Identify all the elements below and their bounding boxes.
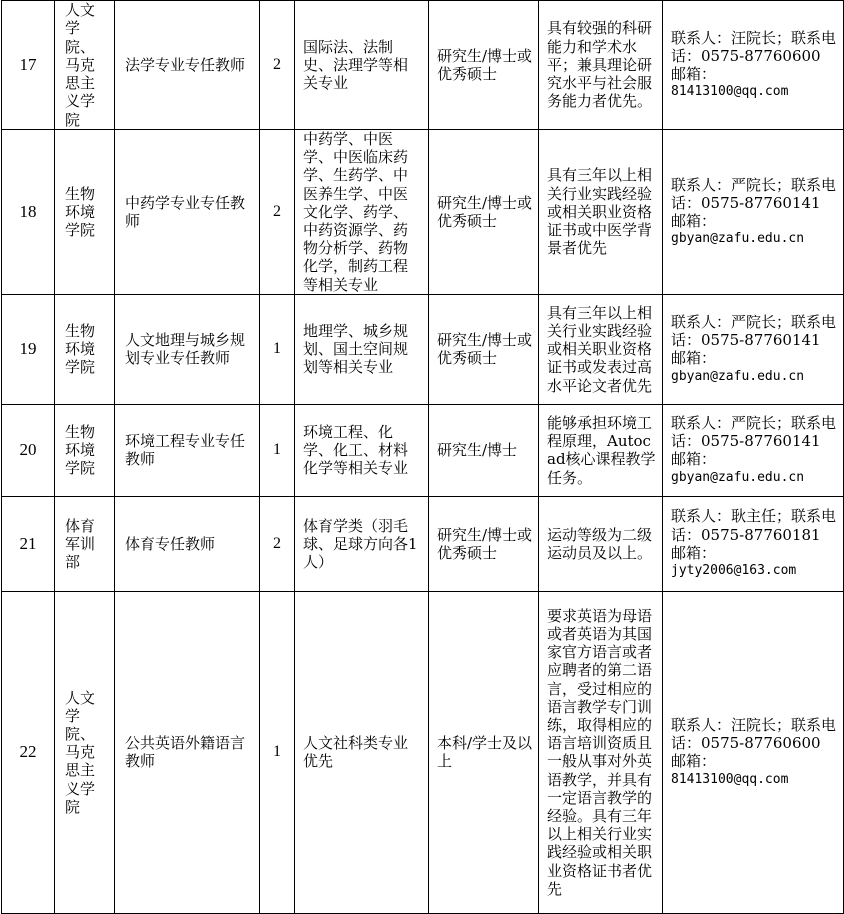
row-number — [2, 294, 55, 404]
row-number — [2, 130, 55, 295]
education-cell — [429, 496, 539, 591]
requirement-cell — [539, 496, 663, 591]
contact-cell — [663, 591, 844, 913]
post-cell-text: 法学专业专任教师 — [125, 55, 246, 74]
count-cell-text: 2 — [273, 202, 281, 220]
post-cell — [115, 496, 260, 591]
contact-email: gbyan@zafu.edu.cn — [671, 231, 805, 247]
post-cell-text: 中药学专业专任教师 — [125, 193, 246, 230]
education-cell — [429, 404, 539, 496]
college-cell — [55, 404, 115, 496]
major-cell-text: 地理学、城乡规划、国土空间规划等相关专业 — [303, 322, 409, 377]
major-cell — [295, 130, 429, 295]
college-cell-text: 人文学院、马克思主义学院 — [65, 688, 96, 816]
count-cell — [260, 496, 295, 591]
count-cell-text: 1 — [273, 340, 281, 358]
contact-cell — [663, 1, 844, 130]
table-row — [2, 496, 844, 591]
count-cell-text: 2 — [273, 55, 281, 73]
college-cell — [55, 1, 115, 130]
contact-text: 联系人：严院长；联系电话：0575-87760141 邮箱： — [671, 312, 837, 368]
college-cell-text: 体育军训部 — [65, 516, 96, 571]
contact-email: 81413100@qq.com — [671, 84, 789, 100]
major-cell — [295, 1, 429, 130]
row-number — [2, 404, 55, 496]
requirement-cell-text: 能够承担环境工程原理，Autocad核心课程教学任务。 — [547, 413, 656, 487]
count-cell — [260, 591, 295, 913]
recruitment-table — [1, 0, 844, 914]
contact-email: jyty2006@163.com — [671, 563, 797, 579]
requirement-cell — [539, 294, 663, 404]
major-cell-text: 体育学类（羽毛球、足球方向各1人） — [303, 516, 418, 571]
count-cell — [260, 404, 295, 496]
table-row — [2, 130, 844, 295]
count-cell-text: 2 — [273, 534, 281, 552]
contact-cell — [663, 294, 844, 404]
count-cell-text: 1 — [273, 743, 281, 761]
education-cell-text: 本科/学士及以上 — [437, 734, 533, 771]
education-cell-text: 研究生/博士 — [437, 441, 518, 460]
education-cell — [429, 1, 539, 130]
requirement-cell — [539, 591, 663, 913]
major-cell — [295, 591, 429, 913]
contact-text: 联系人：严院长；联系电话：0575-87760141 邮箱： — [671, 175, 837, 230]
row-number — [2, 591, 55, 913]
requirement-cell-text: 具有三年以上相关行业实践经验或相关职业资格证书或中医学背景者优先 — [547, 166, 653, 258]
contact-text: 联系人：耿主任；联系电话：0575-87760181 邮箱： — [671, 507, 837, 562]
education-cell-text: 研究生/博士或优秀硕士 — [437, 331, 533, 368]
major-cell-text: 国际法、法制史、法理学等相关专业 — [303, 37, 409, 93]
education-cell — [429, 130, 539, 295]
contact-email: 81413100@qq.com — [671, 771, 789, 787]
post-cell-text: 公共英语外籍语言教师 — [125, 734, 246, 771]
count-cell — [260, 130, 295, 295]
education-cell — [429, 294, 539, 404]
education-cell-text: 研究生/博士或优秀硕士 — [437, 193, 533, 230]
college-cell — [55, 294, 115, 404]
requirement-cell-text: 运动等级为二级运动员及以上。 — [547, 525, 653, 562]
college-cell-text: 生物环境学院 — [65, 423, 96, 478]
requirement-cell — [539, 404, 663, 496]
major-cell — [295, 496, 429, 591]
post-cell — [115, 591, 260, 913]
table-row — [2, 1, 844, 130]
education-cell-text: 研究生/博士或优秀硕士 — [437, 525, 533, 562]
contact-cell — [663, 130, 844, 295]
count-cell-text: 1 — [273, 441, 281, 459]
college-cell — [55, 130, 115, 295]
major-cell — [295, 294, 429, 404]
row-number-text: 17 — [19, 54, 37, 74]
requirement-cell-text: 具有三年以上相关行业实践经验或相关职业资格证书或发表过高水平论文者优先 — [547, 303, 653, 395]
contact-cell — [663, 404, 844, 496]
row-number-text: 20 — [19, 440, 37, 460]
count-cell — [260, 1, 295, 130]
contact-text: 联系人：严院长；联系电话：0575-87760141 邮箱： — [671, 413, 837, 469]
requirement-cell — [539, 130, 663, 295]
major-cell-text: 环境工程、化学、化工、材料化学等相关专业 — [303, 423, 409, 478]
row-number-text: 21 — [19, 533, 37, 553]
college-cell — [55, 496, 115, 591]
contact-cell — [663, 496, 844, 591]
table-row — [2, 404, 844, 496]
row-number-text: 18 — [19, 201, 37, 221]
major-cell-text: 中药学、中医学、中医临床药学、生药学、中医养生学、中医文化学、药学、中药资源学、药物分析学、药物化学，制药工程等相关专业 — [303, 130, 409, 294]
row-number-text: 22 — [19, 742, 37, 762]
table-row — [2, 591, 844, 913]
requirement-cell-text: 具有较强的科研能力和学术水平；兼具理论研究水平与社会服务能力者优先。 — [547, 19, 653, 111]
post-cell — [115, 1, 260, 130]
row-number — [2, 1, 55, 130]
post-cell-text: 环境工程专业专任教师 — [125, 432, 246, 469]
education-cell-text: 研究生/博士或优秀硕士 — [437, 46, 533, 83]
post-cell — [115, 404, 260, 496]
post-cell-text: 体育专任教师 — [125, 534, 216, 553]
row-number — [2, 496, 55, 591]
contact-email: gbyan@zafu.edu.cn — [671, 368, 805, 384]
college-cell-text: 人文学院、马克思主义学院 — [65, 1, 96, 129]
count-cell — [260, 294, 295, 404]
post-cell-text: 人文地理与城乡规划专业专任教师 — [125, 331, 246, 368]
education-cell — [429, 591, 539, 913]
contact-text: 联系人：汪院长；联系电话：0575-87760600 邮箱： — [671, 715, 837, 771]
requirement-cell — [539, 1, 663, 130]
post-cell — [115, 294, 260, 404]
major-cell — [295, 404, 429, 496]
table-row — [2, 294, 844, 404]
contact-text: 联系人：汪院长；联系电话：0575-87760600 邮箱： — [671, 28, 837, 83]
college-cell-text: 生物环境学院 — [65, 184, 96, 240]
post-cell — [115, 130, 260, 295]
row-number-text: 19 — [19, 339, 37, 359]
major-cell-text: 人文社科类专业优先 — [303, 734, 409, 771]
contact-email: gbyan@zafu.edu.cn — [671, 469, 805, 485]
requirement-cell-text: 要求英语为母语或者英语为其国家官方语言或者应聘者的第二语言，受过相应的语言教学专门训练，取得相应的语言培训资质且一般从事对外英语教学，并具有一定语言教学的经验。具有三年以上相关行业实践经验或相关职业资格证书者优先 — [547, 606, 653, 898]
college-cell-text: 生物环境学院 — [65, 322, 96, 377]
college-cell — [55, 591, 115, 913]
